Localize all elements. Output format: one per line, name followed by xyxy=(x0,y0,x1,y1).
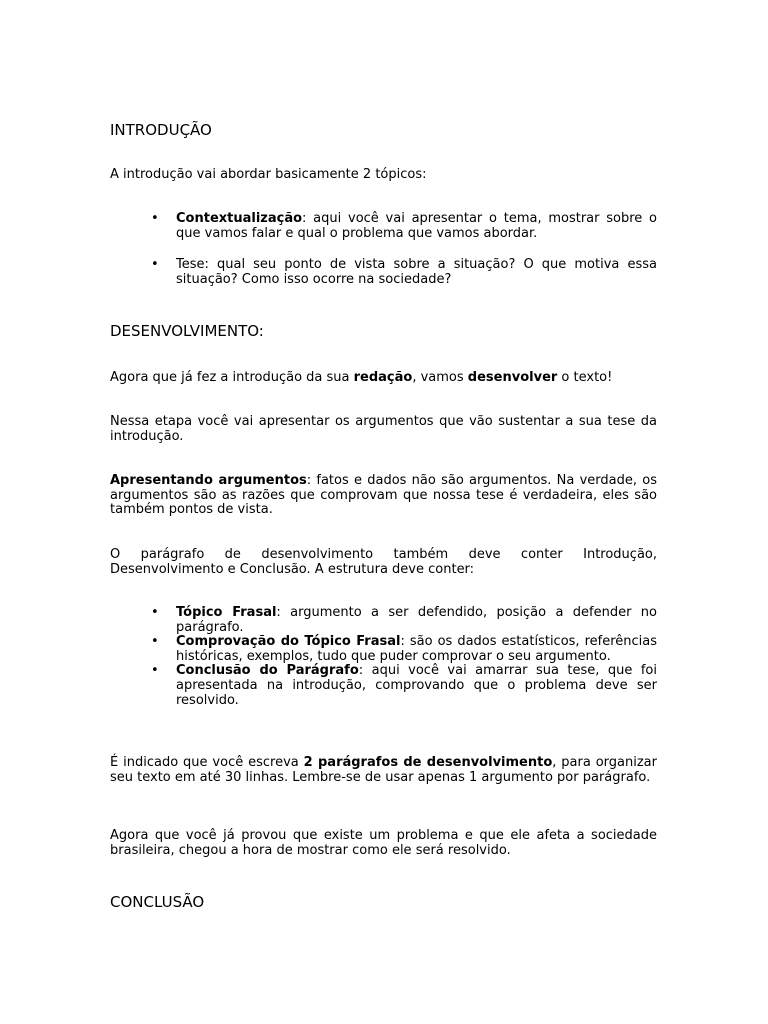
item-text: Tese: qual seu ponto de vista sobre a situação? O que motiva essa situação? Como isso ocorre na sociedade? xyxy=(176,257,657,287)
text-span: o texto! xyxy=(557,370,613,385)
bold-span: Apresentando argumentos xyxy=(110,473,307,488)
intro-heading: INTRODUÇÃO xyxy=(110,121,212,139)
bullet-icon: • xyxy=(151,634,159,650)
item-bold: Conclusão do Parágrafo xyxy=(176,663,359,679)
development-p1 xyxy=(110,371,657,386)
development-p5 xyxy=(110,756,657,785)
text-span: , para organizar seu texto em até 30 linhas. Lembre-se de usar apenas 1 argumento por parágrafo. xyxy=(110,755,657,785)
bullet-icon: • xyxy=(151,663,159,679)
item-text: : argumento a ser defendido, posição a defender no parágrafo. xyxy=(176,605,657,635)
development-p4: O parágrafo de desenvolvimento também deve conter Introdução, Desenvolvimento e Conclusão. A estrutura deve conter: xyxy=(110,547,657,577)
bullet-icon: • xyxy=(151,257,159,273)
text-span: : fatos e dados não são argumentos. Na verdade, os argumentos são as razões que comprovam que nossa tese é verdadeira, eles são também pontos de vista. xyxy=(110,473,657,518)
bold-span: 2 parágrafos de desenvolvimento xyxy=(303,755,553,770)
list-item xyxy=(110,258,657,287)
conclusion-heading: CONCLUSÃO xyxy=(110,893,205,911)
structure-list xyxy=(110,606,657,708)
development-p3 xyxy=(110,474,657,518)
item-text: : aqui você vai amarrar sua tese, que foi apresentada na introdução, comprovando que o problema deve ser resolvido. xyxy=(176,663,657,708)
text-span: É indicado que você escreva xyxy=(110,755,304,770)
list-item xyxy=(110,664,657,708)
development-p2: Nessa etapa você vai apresentar os argumentos que vão sustentar a sua tese da introdução. xyxy=(110,414,657,444)
text-span: Agora que já fez a introdução da sua xyxy=(110,370,354,385)
bullet-icon: • xyxy=(151,605,159,620)
development-heading: DESENVOLVIMENTO: xyxy=(110,322,264,340)
item-bold: Contextualização xyxy=(176,211,303,226)
list-item xyxy=(110,635,657,664)
bold-span: desenvolver xyxy=(467,370,558,385)
item-bold: Tópico Frasal xyxy=(176,605,277,620)
bullet-icon: • xyxy=(151,211,159,226)
item-text: : aqui você vai apresentar o tema, mostrar sobre o que vamos falar e qual o problema que vamos abordar. xyxy=(176,211,657,241)
intro-list xyxy=(110,212,657,287)
development-p6: Agora que você já provou que existe um problema e que ele afeta a sociedade brasileira, chegou a hora de mostrar como ele será resolvido. xyxy=(110,828,657,858)
list-item xyxy=(110,606,657,635)
item-bold: Comprovação do Tópico Frasal xyxy=(176,634,401,650)
intro-lead: A introdução vai abordar basicamente 2 tópicos: xyxy=(110,167,427,182)
item-text: : são os dados estatísticos, referências históricas, exemplos, tudo que puder comprovar o seu argumento. xyxy=(176,634,657,664)
list-item xyxy=(110,212,657,241)
text-span: , vamos xyxy=(412,370,468,385)
bold-span: redação xyxy=(353,370,413,385)
